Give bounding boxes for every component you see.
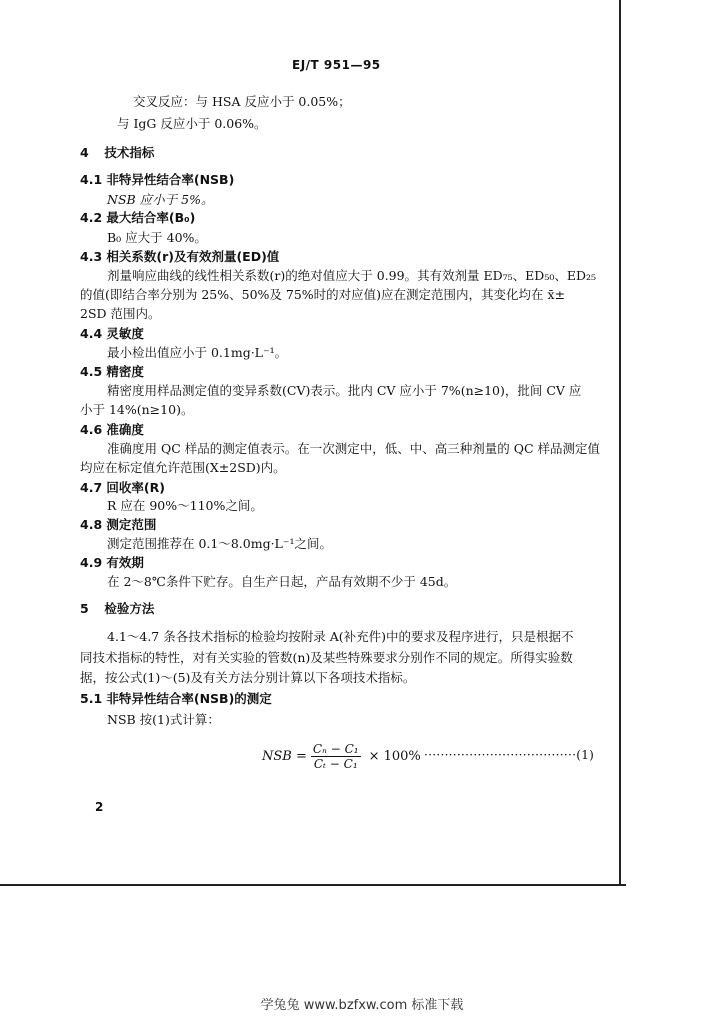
- page-number: 2: [95, 800, 104, 814]
- section-4-5-heading: [80, 364, 144, 380]
- formula-lhs: NSB =: [262, 749, 307, 764]
- body-line: 据，按公式(1)～(5)及有关方法分别计算以下各项技术指标。: [80, 670, 416, 685]
- formula-fraction: [311, 742, 361, 771]
- body-line: NSB 应小于 5%。: [107, 192, 214, 207]
- formula-denominator: Cₜ − C₁: [313, 757, 358, 771]
- section-number: 4.2: [80, 210, 103, 225]
- section-4-1-heading: [80, 172, 234, 188]
- section-number: 5.1: [80, 691, 103, 706]
- section-number: 4.4: [80, 326, 103, 341]
- section-number: 5: [80, 601, 89, 616]
- section-4-8-heading: [80, 517, 156, 533]
- scan-edge-right: [619, 0, 621, 885]
- equation-number: (1): [576, 748, 595, 762]
- section-title: 最大结合率(B₀): [106, 210, 196, 225]
- body-line: 交叉反应：与 HSA 反应小于 0.05%；: [133, 94, 351, 109]
- section-4-9-heading: [80, 555, 144, 571]
- formula-numerator: Cₙ − C₁: [312, 742, 359, 756]
- formula-dots: ·····································: [424, 748, 577, 762]
- section-title: 技术指标: [104, 145, 155, 160]
- body-line: 同技术指标的特性，对有关实验的管数(n)及某些特殊要求分别作不同的规定。所得实验数: [80, 650, 573, 665]
- section-title: 精密度: [106, 364, 144, 379]
- section-number: 4: [80, 145, 89, 160]
- section-title: 测定范围: [106, 517, 157, 532]
- section-title: 准确度: [106, 422, 144, 437]
- body-line: 小于 14%(n≥10)。: [80, 402, 194, 417]
- body-line: 测定范围推荐在 0.1～8.0mg·L⁻¹之间。: [107, 536, 332, 551]
- body-line: 均应在标定值允许范围(X±2SD)内。: [80, 460, 286, 475]
- section-title: 相关系数(r)及有效剂量(ED)值: [106, 249, 280, 264]
- section-number: 4.9: [80, 555, 103, 570]
- section-number: 4.6: [80, 422, 103, 437]
- section-number: 4.7: [80, 480, 103, 495]
- section-4-6-heading: [80, 422, 144, 438]
- section-number: 4.3: [80, 249, 103, 264]
- body-line: 4.1～4.7 条各技术指标的检验均按附录 A(补充件)中的要求及程序进行，只是根据不: [107, 629, 574, 644]
- formula-leader: [424, 748, 594, 762]
- section-5-1-heading: [80, 691, 272, 707]
- section-4-4-heading: [80, 326, 144, 342]
- section-title: 有效期: [106, 555, 144, 570]
- body-line: NSB 按(1)式计算：: [107, 712, 220, 727]
- section-4-7-heading: [80, 480, 165, 496]
- nsb-formula: [262, 742, 421, 771]
- section-4-heading: [80, 145, 154, 161]
- section-title: 回收率(R): [106, 480, 165, 495]
- section-title: 非特异性结合率(NSB)的测定: [106, 691, 272, 706]
- section-5-heading: [80, 601, 154, 617]
- standard-header: EJ/T 951—95: [292, 58, 381, 72]
- body-line: 的值(即结合率分别为 25%、50%及 75%时的对应值)应在测定范围内，其变化均在 x̄±: [80, 287, 566, 302]
- scan-edge-bottom: [0, 884, 626, 886]
- body-line: 最小检出值应小于 0.1mg·L⁻¹。: [107, 345, 288, 360]
- body-line: 在 2～8℃条件下贮存。自生产日起，产品有效期不少于 45d。: [107, 574, 457, 589]
- section-4-3-heading: [80, 249, 279, 265]
- body-line: 精密度用样品测定值的变异系数(CV)表示。批内 CV 应小于 7%(n≥10)，批间 CV 应: [107, 383, 582, 398]
- body-line: R 应在 90%～110%之间。: [107, 498, 263, 513]
- section-title: 检验方法: [104, 601, 155, 616]
- section-number: 4.8: [80, 517, 103, 532]
- section-number: 4.5: [80, 364, 103, 379]
- body-line: B₀ 应大于 40%。: [107, 230, 207, 245]
- section-number: 4.1: [80, 172, 103, 187]
- formula-factor: × 100%: [368, 749, 421, 764]
- footer-watermark: 学兔兔 www.bzfxw.com 标准下载: [260, 998, 464, 1013]
- section-4-2-heading: [80, 210, 195, 226]
- body-line: 剂量响应曲线的线性相关系数(r)的绝对值应大于 0.99。其有效剂量 ED₇₅、ED₅₀、ED₂₅: [107, 268, 597, 283]
- body-line: 准确度用 QC 样品的测定值表示。在一次测定中，低、中、高三种剂量的 QC 样品测定值: [107, 441, 601, 456]
- section-title: 非特异性结合率(NSB): [106, 172, 235, 187]
- body-line: 与 IgG 反应小于 0.06%。: [117, 116, 267, 131]
- section-title: 灵敏度: [106, 326, 144, 341]
- body-line: 2SD 范围内。: [80, 306, 161, 321]
